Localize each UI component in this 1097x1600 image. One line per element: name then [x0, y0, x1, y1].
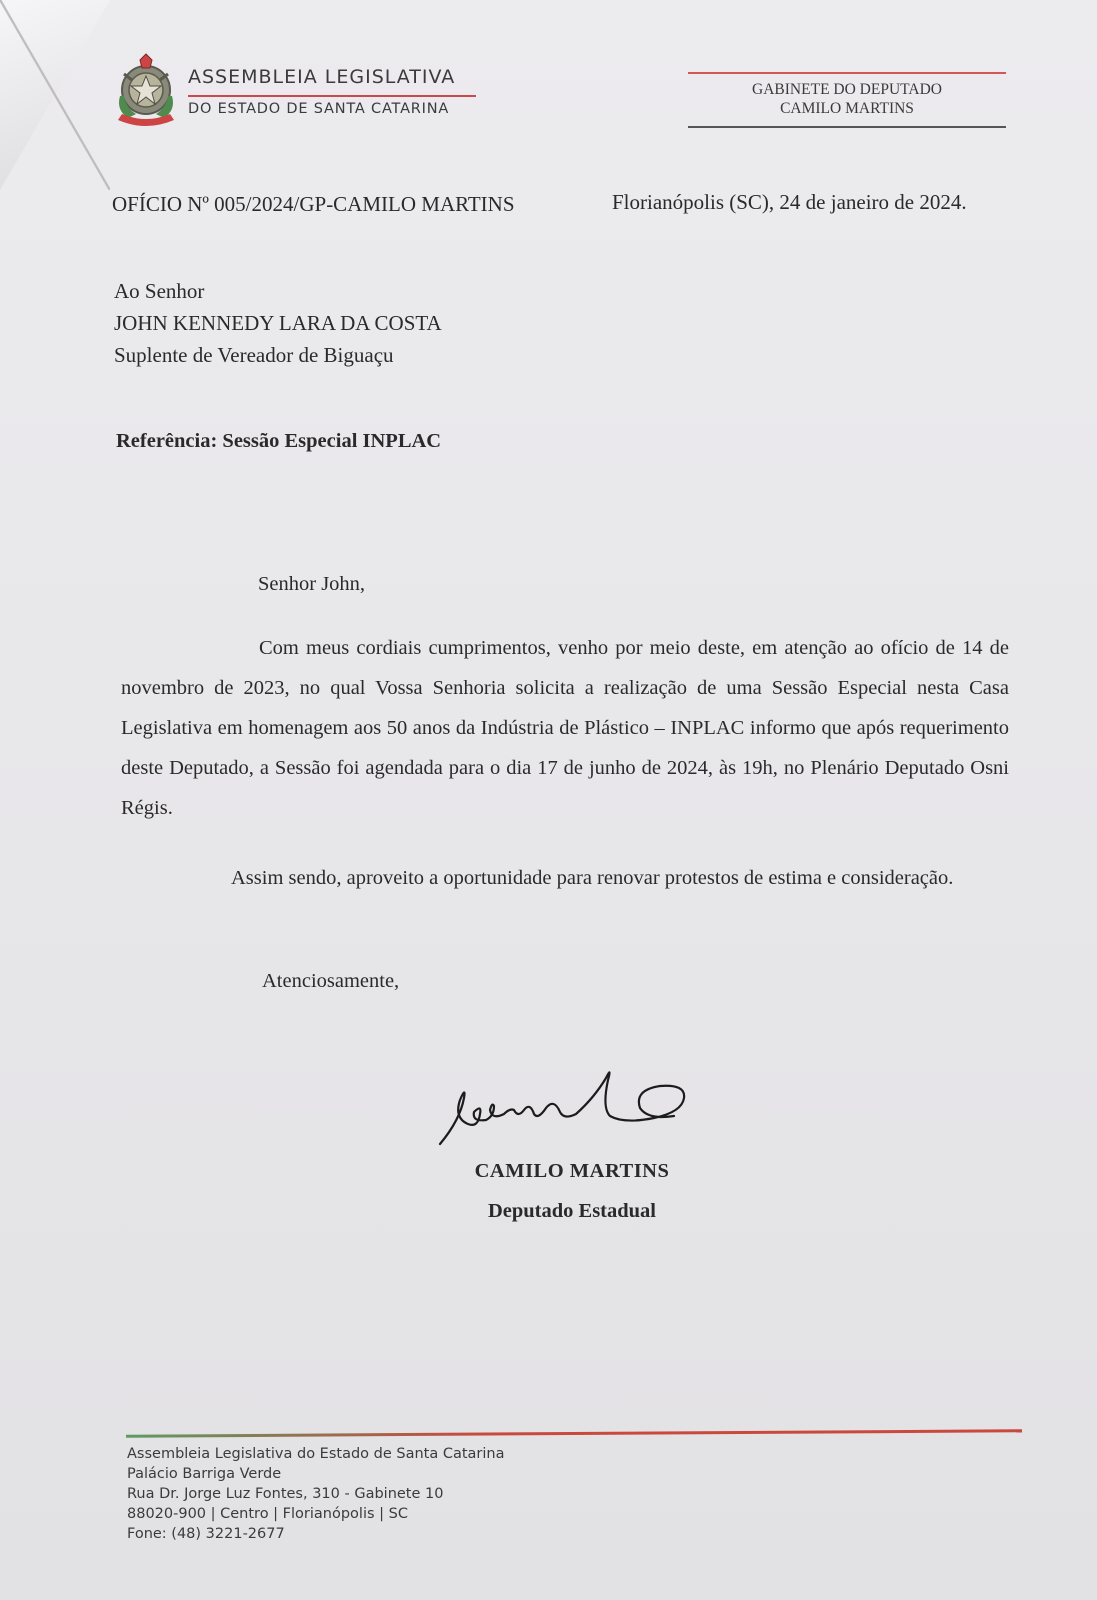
footer-line5: Fone: (48) 3221-2677: [127, 1526, 285, 1542]
footer-line2: Palácio Barriga Verde: [127, 1466, 282, 1482]
office-box: [688, 72, 1006, 128]
recipient-title: Suplente de Vereador de Biguaçu: [114, 343, 394, 367]
signer-name: CAMILO MARTINS: [474, 1160, 670, 1182]
footer-line3: Rua Dr. Jorge Luz Fontes, 310 - Gabinete 10: [127, 1486, 444, 1502]
recipient-salutation: Ao Senhor: [114, 279, 205, 303]
footer-line4: 88020-900 | Centro | Florianópolis | SC: [127, 1506, 408, 1522]
place-date: Florianópolis (SC), 24 de janeiro de 2024.: [612, 190, 967, 214]
body-paragraph-2: Assim sendo, aproveito a oportunidade para renovar protestos de estima e consideração.: [231, 867, 954, 889]
subject-line: Referência: Sessão Especial INPLAC: [116, 430, 442, 452]
reference-number: OFÍCIO Nº 005/2024/GP-CAMILO MARTINS: [112, 192, 515, 216]
office-line1: GABINETE DO DEPUTADO: [752, 81, 942, 98]
fold-edge: [0, 0, 110, 190]
assembly-subtitle: DO ESTADO DE SANTA CATARINA: [188, 101, 450, 117]
closing: Atenciosamente,: [262, 970, 400, 992]
greeting: Senhor John,: [258, 573, 366, 595]
footer-rule: [126, 1429, 1022, 1437]
footer-address: [127, 1444, 504, 1544]
office-line2: CAMILO MARTINS: [780, 100, 914, 117]
title-rule: [188, 95, 476, 97]
footer-line1: Assembleia Legislativa do Estado de Santa Catarina: [127, 1446, 505, 1462]
recipient-name: JOHN KENNEDY LARA DA COSTA: [114, 311, 442, 335]
recipient-block: [114, 275, 442, 371]
signer-role: Deputado Estadual: [487, 1200, 657, 1222]
handwritten-signature: [434, 1058, 704, 1148]
state-crest-icon: [110, 50, 182, 128]
assembly-title: ASSEMBLEIA LEGISLATIVA: [188, 66, 456, 88]
body-paragraph-1: Com meus cordiais cumprimentos, venho por meio deste, em atenção ao ofício de 14 de novembro de 2023, no qual Vossa Senhoria solicita a realização de uma Sessão Especial nesta Casa Legislativa em homenagem aos 50 anos da Indústria de Plástico – INPLAC informo que após requerimento deste Deputado, a Sessão foi agendada para o dia 17 de junho de 2024, às 19h, no Plenário Deputado Osni Régis.: [121, 637, 1009, 819]
